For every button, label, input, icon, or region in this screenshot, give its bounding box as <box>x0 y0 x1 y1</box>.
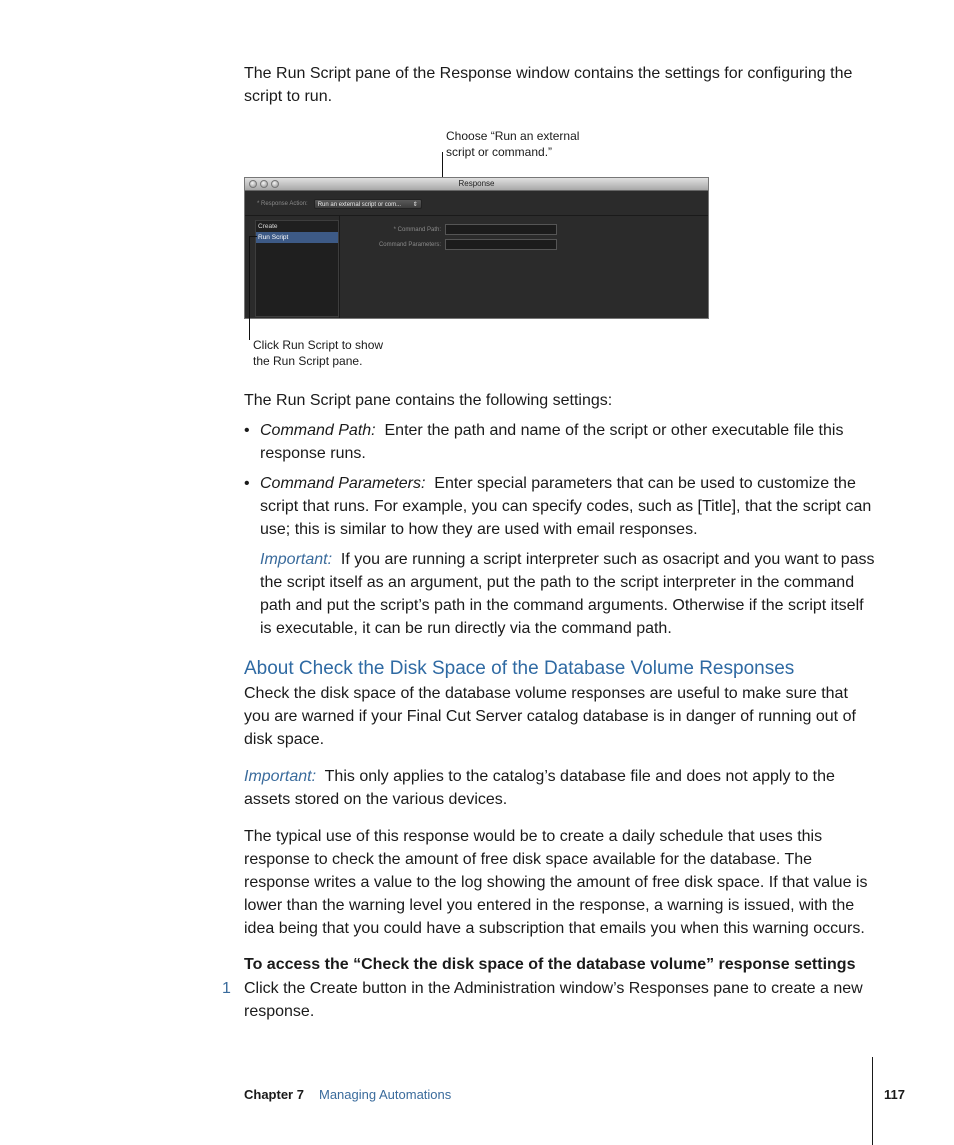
settings-intro: The Run Script pane contains the following settings: <box>244 392 613 409</box>
command-parameters-field[interactable] <box>445 239 557 250</box>
bullet-term: Command Parameters: <box>260 475 426 492</box>
response-action-row <box>257 198 422 210</box>
window-titlebar <box>245 178 708 191</box>
bullet-marker: • <box>244 475 250 492</box>
response-action-value: Run an external script or com... <box>317 202 402 208</box>
section-paragraph-2: The typical use of this response would be to create a daily schedule that uses this response to check the amount of free disk space available for the database. The response writes a value to the log showing the amount of free disk space. If that value is lower than the warning level you entered in the response, a warning is issued, with the idea being that you could have a subscription that emails you when this warning occurs. <box>244 828 868 937</box>
window-title: Response <box>458 179 495 188</box>
bullet-marker: • <box>244 422 250 439</box>
important-text: If you are running a script interpreter such as osacript and you want to pass the script itself as an argument, put the path to the script interpreter in the command path and put the script’s path in the command arguments. Otherwise if the script itself is executable, it can be run directly via the command path. <box>260 551 875 637</box>
callout-line-bottom <box>249 236 250 340</box>
section-paragraph-1: Check the disk space of the database volume responses are useful to make sure that you are warned if your Final Cut Server catalog database is in danger of running out of disk space. <box>244 685 856 748</box>
command-path-row <box>345 224 557 235</box>
select-arrows-icon: ⇕ <box>412 202 418 208</box>
footer-chapter: Chapter 7 <box>244 1087 304 1102</box>
section-heading: About Check the Disk Space of the Database Volume Responses <box>244 658 795 679</box>
bullet-term: Command Path: <box>260 422 376 439</box>
important-label: Important: <box>244 768 317 785</box>
important-note-1 <box>260 548 876 640</box>
important-text: This only applies to the catalog’s database file and does not apply to the assets stored on the various devices. <box>244 768 835 808</box>
response-action-label: * Response Action: <box>257 201 308 207</box>
important-note-2 <box>244 765 876 811</box>
command-path-label: * Command Path: <box>393 226 441 233</box>
window-separator <box>245 215 708 216</box>
command-parameters-row <box>345 239 557 250</box>
callout-line-bottom-horizontal <box>249 236 257 237</box>
response-window-screenshot <box>244 177 709 319</box>
bullet-text: Enter special parameters that can be used to customize the script that runs. For example, you can specify codes, such as [Title], that the script can use; this is similar to how they are used with email responses. <box>260 475 872 538</box>
bullet-command-parameters <box>244 472 876 541</box>
list-item-run-script[interactable]: Run Script <box>256 232 338 243</box>
step-text: Click the Create button in the Administration window’s Responses pane to create a new response. <box>244 980 863 1020</box>
footer-chapter-title: Managing Automations <box>319 1087 452 1102</box>
list-item-create[interactable]: Create <box>258 223 278 230</box>
step-1 <box>222 977 876 1023</box>
bullet-text: Enter the path and name of the script or other executable file this response runs. <box>260 422 844 462</box>
callout-run-external: Choose “Run an external script or command.” <box>446 129 580 159</box>
important-label: Important: <box>260 551 333 568</box>
callout-click-run-script: Click Run Script to show the Run Script pane. <box>253 338 384 368</box>
pane-divider <box>339 215 340 319</box>
response-action-select[interactable] <box>314 199 422 209</box>
bullet-command-path <box>244 419 876 465</box>
command-parameters-label: Command Parameters: <box>378 241 441 248</box>
step-number: 1 <box>222 980 231 997</box>
footer-divider <box>872 1057 873 1145</box>
command-path-field[interactable] <box>445 224 557 235</box>
intro-paragraph: The Run Script pane of the Response window contains the settings for configuring the script to run. <box>244 65 853 105</box>
task-heading: To access the “Check the disk space of the database volume” response settings <box>244 956 856 973</box>
pane-list <box>255 220 339 317</box>
page-number: 117 <box>884 1087 905 1102</box>
